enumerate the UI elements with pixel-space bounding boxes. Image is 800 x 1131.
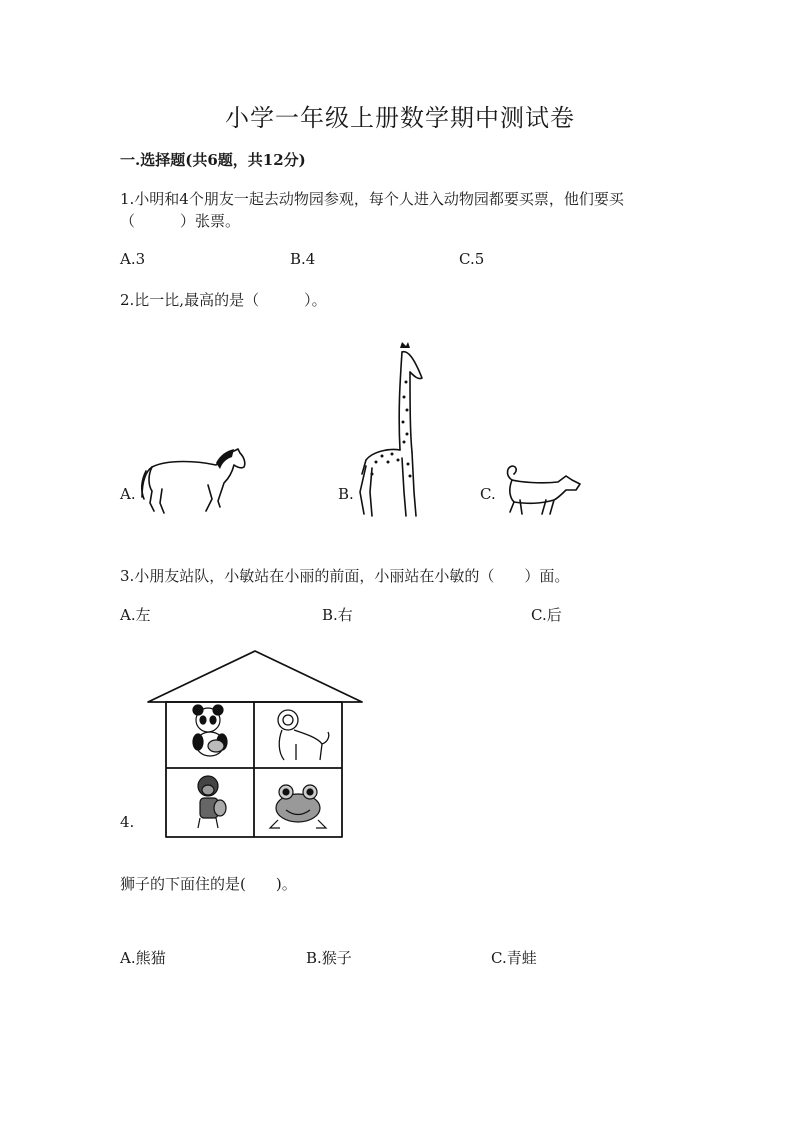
question-2-option-b: B. <box>338 485 354 503</box>
lion-picture <box>278 710 329 760</box>
question-3-text: 3.小朋友站队，小敏站在小丽的前面，小丽站在小敏的（ ）面。 <box>120 567 570 585</box>
question-4-option-c: C.青蛙 <box>491 949 537 967</box>
question-2-text: 2.比一比,最高的是（ ）。 <box>120 291 327 309</box>
question-3-option-b: B.右 <box>322 606 353 624</box>
page-title: 小学一年级上册数学期中测试卷 <box>225 104 575 132</box>
question-4-option-a: A.熊猫 <box>120 949 166 967</box>
question-1-option-c: C.5 <box>459 250 485 268</box>
frog-picture <box>270 785 326 828</box>
question-4-option-b: B.猴子 <box>306 949 352 967</box>
question-1-line-1: 1.小明和4个朋友一起去动物园参观，每个人进入动物园都要买票，他们要买 <box>120 190 624 208</box>
section-heading: 一.选择题(共6题，共12分) <box>120 151 306 169</box>
question-3-option-c: C.后 <box>531 606 562 624</box>
question-4-text: 狮子的下面住的是( )。 <box>120 875 297 893</box>
monkey-picture <box>198 776 226 828</box>
question-4-number: 4. <box>120 813 135 831</box>
question-2-option-c: C. <box>480 485 496 503</box>
horse-illustration <box>138 445 250 520</box>
question-3-option-a: A.左 <box>120 606 151 624</box>
question-2-option-a: A. <box>120 485 136 503</box>
giraffe-illustration <box>352 342 427 520</box>
panda-picture <box>193 705 227 756</box>
question-1-option-b: B.4 <box>290 250 316 268</box>
question-1-line-2: （ ）张票。 <box>120 212 241 230</box>
question-1-option-a: A.3 <box>120 250 146 268</box>
dog-illustration <box>500 462 584 520</box>
animal-house-illustration <box>146 648 364 840</box>
